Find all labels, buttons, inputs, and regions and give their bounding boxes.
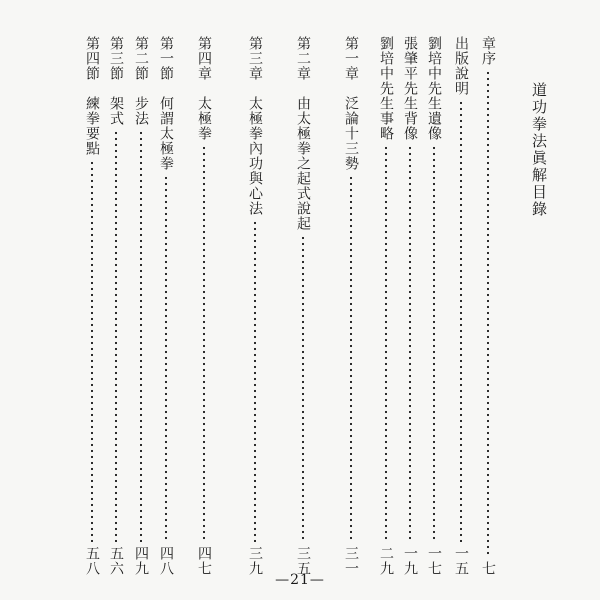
toc-entry-title: 第四章 太極拳 — [196, 36, 212, 141]
toc-leader-dots — [350, 175, 352, 542]
page-number: —21— — [275, 572, 325, 588]
toc-entry-page: 五八 — [84, 546, 100, 576]
toc-leader-dots — [91, 160, 93, 542]
toc-entry-title: 劉培中先生遺像 — [426, 36, 442, 141]
toc-entry — [292, 36, 314, 576]
toc-entry — [155, 36, 177, 576]
toc-entry-page: 一七 — [426, 546, 442, 576]
toc-entry-page: 五六 — [108, 546, 124, 576]
toc-entry — [375, 36, 397, 576]
toc-entry-page: 四九 — [133, 546, 149, 576]
toc-leader-dots — [409, 145, 411, 542]
toc-entry-title: 第一章 泛論十三勢 — [343, 36, 359, 171]
toc-entry-page: 四七 — [196, 546, 212, 576]
toc-entry-page: 三一 — [343, 546, 359, 576]
toc-leader-dots — [433, 145, 435, 542]
toc-leader-dots — [460, 100, 462, 542]
toc-leader-dots — [302, 235, 304, 542]
toc-entry-title: 第二章 由太極拳之起式說起 — [295, 36, 311, 231]
toc-entry-page: 四八 — [158, 546, 174, 576]
toc-entry-page: 三五 — [295, 546, 311, 576]
toc-leader-dots — [140, 130, 142, 542]
toc-leader-dots — [203, 145, 205, 542]
toc-leader-dots — [115, 130, 117, 542]
toc-entry-page: 三九 — [247, 546, 263, 576]
toc-leader-dots — [385, 145, 387, 542]
toc-leader-dots — [487, 70, 489, 557]
toc-entry — [340, 36, 362, 576]
toc-entry-page: 二九 — [378, 546, 394, 576]
toc-entry-title: 第三章 太極拳內功與心法 — [247, 36, 263, 216]
toc-entry — [423, 36, 445, 576]
toc-entry-title: 第二節 步法 — [133, 36, 149, 126]
toc-leader-dots — [254, 220, 256, 542]
toc-entry-title: 出版說明 — [453, 36, 469, 96]
toc-entry-title: 第一節 何謂太極拳 — [158, 36, 174, 171]
toc-entry — [399, 36, 421, 576]
toc-entry-title: 章序 — [480, 36, 496, 66]
toc-entry — [105, 36, 127, 576]
toc-entry — [450, 36, 472, 576]
toc-leader-dots — [165, 175, 167, 542]
toc-entry — [244, 36, 266, 576]
toc-entry-title: 張肇平先生背像 — [402, 36, 418, 141]
book-title: 道功拳法眞解目錄 — [530, 82, 548, 218]
book-title-column — [532, 82, 554, 222]
toc-entry-page: 一五 — [453, 546, 469, 576]
toc-entry — [130, 36, 152, 576]
toc-entry-title: 劉培中先生事略 — [378, 36, 394, 141]
toc-entry-page: 七 — [480, 561, 496, 576]
toc-entry — [81, 36, 103, 576]
toc-entry-title: 第四節 練拳要點 — [84, 36, 100, 156]
toc-entry-page: 一九 — [402, 546, 418, 576]
toc-entry — [193, 36, 215, 576]
toc-entry — [477, 36, 499, 576]
toc-entry-title: 第三節 架式 — [108, 36, 124, 126]
